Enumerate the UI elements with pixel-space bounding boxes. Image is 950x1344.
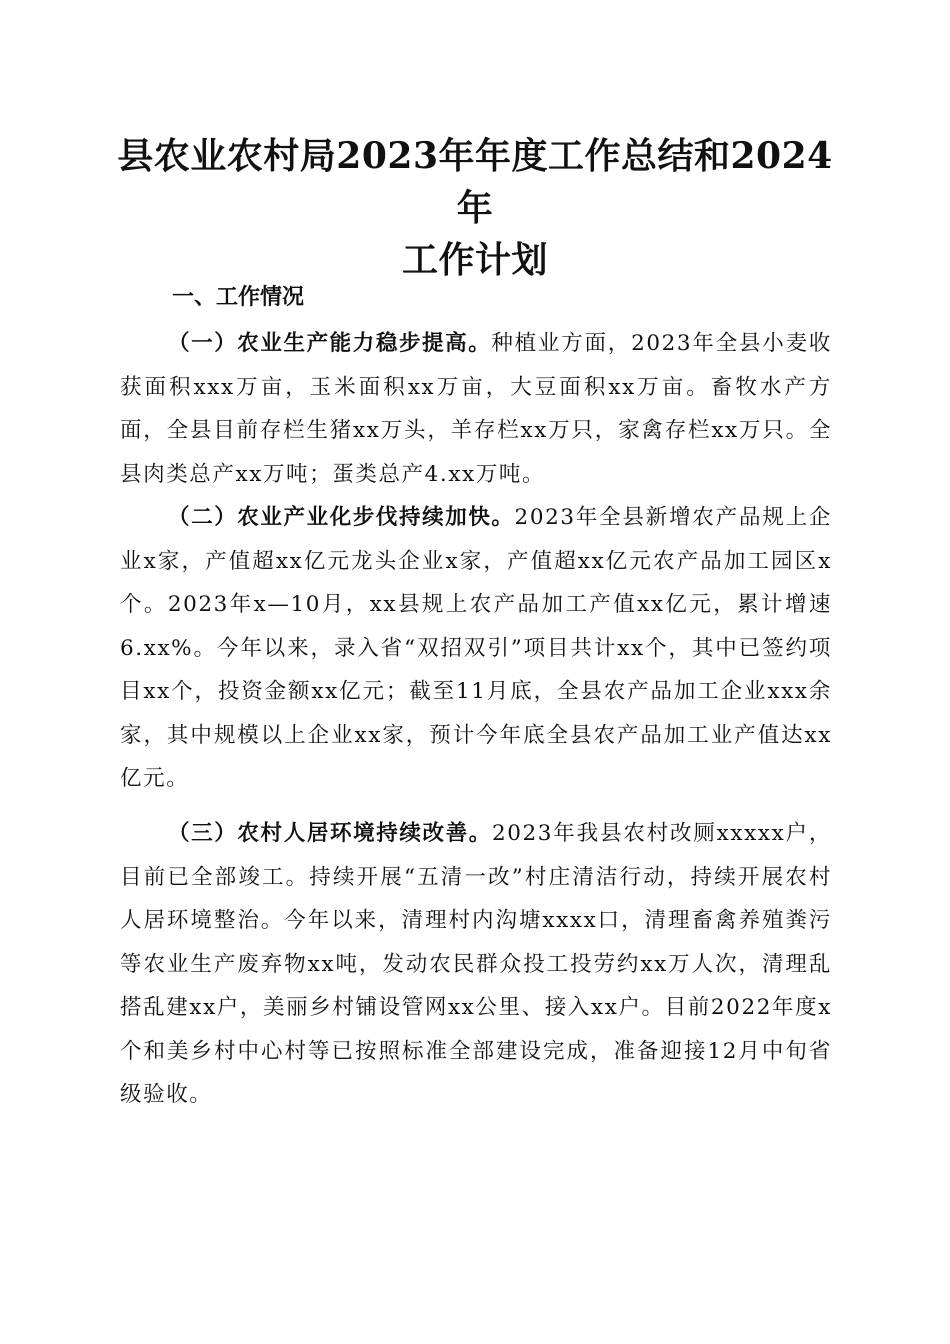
document-title: [100, 130, 850, 286]
paragraph-lead: （三）农村人居环境持续改善。: [168, 821, 492, 846]
paragraph-lead: （一）农业生产能力稳步提高。: [168, 331, 492, 356]
paragraph-body: 种植业方面，2023年全县小麦收获面积xxx万亩，玉米面积xx万亩，大豆面积xx万亩。畜牧水产方面，全县目前存栏生猪xx万头，羊存栏xx万只，家禽存栏xx万只。全县肉类总产xx万吨；蛋类总产4.xx万吨。: [120, 331, 832, 487]
paragraph-body: 2023年我县农村改厕xxxxx户，目前已全部竣工。持续开展“五清一改”村庄清洁行动，持续开展农村人居环境整治。今年以来，清理村内沟塘xxxx口，清理畜禽养殖粪污等农业生产废弃物xx吨，发动农民群众投工投劳约xx万人次，清理乱搭乱建xx户，美丽乡村铺设管网xx公里、接入xx户。目前2022年度x个和美乡村中心村等已按照标准全部建设完成，准备迎接12月中旬省级验收。: [120, 821, 832, 1107]
paragraph-lead: （二）农业产业化步伐持续加快。: [168, 505, 515, 530]
paragraph-living-environment: [120, 812, 832, 1117]
section-heading: 一、工作情况: [172, 285, 305, 310]
paragraph-body: 2023年全县新增农产品规上企业x家，产值超xx亿元龙头企业x家，产值超xx亿元农产品加工园区x个。2023年x—10月，xx县规上农产品加工产值xx亿元，累计增速6.xx%。今年以来，录入省“双招双引”项目共计xx个，其中已签约项目xx个，投资金额xx亿元；截至11月底，全县农产品加工企业xxx余家，其中规模以上企业xx家，预计今年底全县农产品加工业产值达xx亿元。: [120, 505, 832, 791]
paragraph-industrialization: [120, 496, 832, 801]
paragraph-agricultural-production: [120, 322, 832, 496]
title-line-1: 县农业农村局2023年年度工作总结和2024年: [117, 135, 833, 229]
title-line-2: 工作计划: [401, 239, 548, 281]
